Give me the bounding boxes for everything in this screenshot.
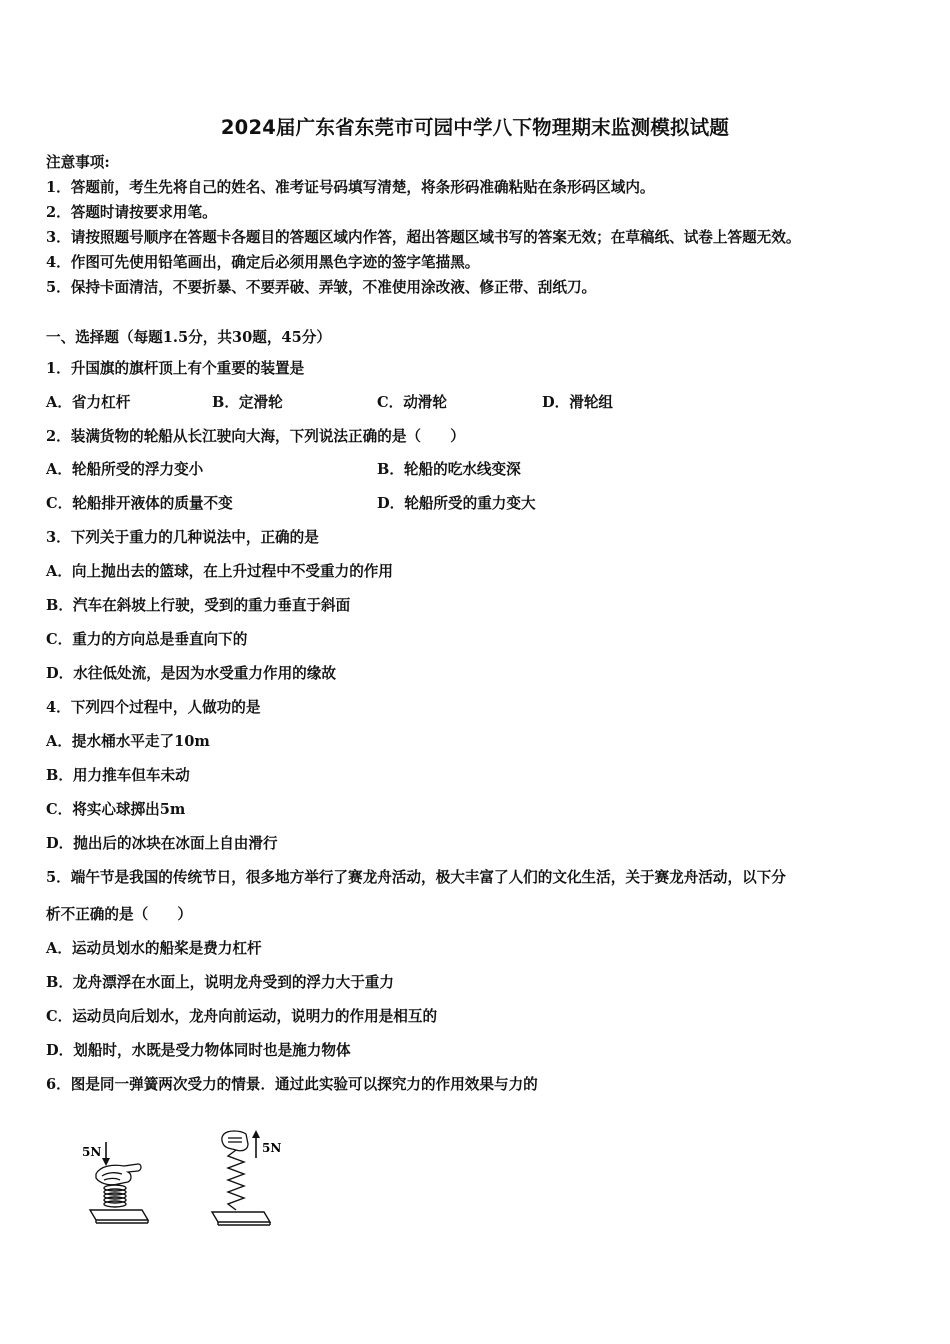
notice-item: 5．保持卡面清洁，不要折暴、不要弄破、弄皱，不准使用涂改液、修正带、刮纸刀。 bbox=[46, 279, 597, 296]
spring-stretched-icon bbox=[228, 1150, 244, 1210]
option-a: A．提水桶水平走了10m bbox=[46, 733, 210, 750]
notice-item: 2．答题时请按要求用笔。 bbox=[46, 204, 217, 221]
question-stem: 5．端午节是我国的传统节日，很多地方举行了赛龙舟活动，极大丰富了人们的文化生活，关于赛龙舟活动，以下分 bbox=[46, 869, 786, 886]
notice-item: 1．答题前，考生先将自己的姓名、准考证号码填写清楚，将条形码准确粘贴在条形码区域内。 bbox=[46, 179, 655, 196]
hand-icon bbox=[222, 1131, 248, 1151]
option-b: B．龙舟漂浮在水面上，说明龙舟受到的浮力大于重力 bbox=[46, 974, 394, 991]
question-stem: 1．升国旗的旗杆顶上有个重要的装置是 bbox=[46, 360, 305, 377]
spring-stretched-figure bbox=[206, 1128, 296, 1230]
option-b: B．定滑轮 bbox=[212, 394, 283, 411]
base-plate-icon bbox=[212, 1212, 270, 1225]
page-title: 2024届广东省东莞市可园中学八下物理期末监测模拟试题 bbox=[220, 116, 730, 139]
question-stem: 4．下列四个过程中，人做功的是 bbox=[46, 699, 261, 716]
down-arrow-icon bbox=[102, 1142, 110, 1166]
option-c: C．重力的方向总是垂直向下的 bbox=[46, 631, 248, 648]
option-a: A．省力杠杆 bbox=[46, 394, 131, 411]
option-b: B．用力推车但车未动 bbox=[46, 767, 190, 784]
option-d: D．抛出后的冰块在冰面上自由滑行 bbox=[46, 835, 278, 852]
notice-item: 4．作图可先使用铅笔画出，确定后必须用黑色字迹的签字笔描黑。 bbox=[46, 254, 480, 271]
option-a: A．向上抛出去的篮球，在上升过程中不受重力的作用 bbox=[46, 563, 393, 580]
spring-compressed-icon bbox=[104, 1185, 126, 1207]
option-d: D．滑轮组 bbox=[542, 394, 614, 411]
question-stem: 2．装满货物的轮船从长江驶向大海，下列说法正确的是（ ） bbox=[46, 428, 465, 445]
force-label: 5N bbox=[82, 1145, 102, 1159]
option-d: D．水往低处流，是因为水受重力作用的缘故 bbox=[46, 665, 336, 682]
option-d: D．划船时，水既是受力物体同时也是施力物体 bbox=[46, 1042, 351, 1059]
question-stem-cont: 析不正确的是（ ） bbox=[46, 906, 192, 923]
spring-compressed-figure bbox=[78, 1130, 158, 1230]
base-plate-icon bbox=[90, 1210, 148, 1223]
option-c: C．轮船排开液体的质量不变 bbox=[46, 495, 233, 512]
question-stem: 6．图是同一弹簧两次受力的情景．通过此实验可以探究力的作用效果与力的 bbox=[46, 1076, 538, 1093]
option-c: C．动滑轮 bbox=[377, 394, 447, 411]
option-c: C．将实心球掷出5m bbox=[46, 801, 186, 818]
option-b: B．汽车在斜坡上行驶，受到的重力垂直于斜面 bbox=[46, 597, 351, 614]
notice-item: 3．请按照题号顺序在答题卡各题目的答题区域内作答，超出答题区域书写的答案无效；在草稿纸、试卷上答题无效。 bbox=[46, 229, 801, 246]
up-arrow-icon bbox=[252, 1130, 260, 1158]
question-stem: 3．下列关于重力的几种说法中，正确的是 bbox=[46, 529, 319, 546]
option-d: D．轮船所受的重力变大 bbox=[377, 495, 536, 512]
notice-heading: 注意事项: bbox=[46, 154, 110, 171]
option-b: B．轮船的吃水线变深 bbox=[377, 461, 521, 478]
force-label: 5N bbox=[262, 1141, 282, 1155]
section-heading: 一、选择题（每题1.5分，共30题，45分） bbox=[46, 329, 331, 346]
option-a: A．轮船所受的浮力变小 bbox=[46, 461, 204, 478]
option-a: A．运动员划水的船桨是费力杠杆 bbox=[46, 940, 262, 957]
hand-icon bbox=[96, 1164, 141, 1185]
option-c: C．运动员向后划水，龙舟向前运动，说明力的作用是相互的 bbox=[46, 1008, 438, 1025]
